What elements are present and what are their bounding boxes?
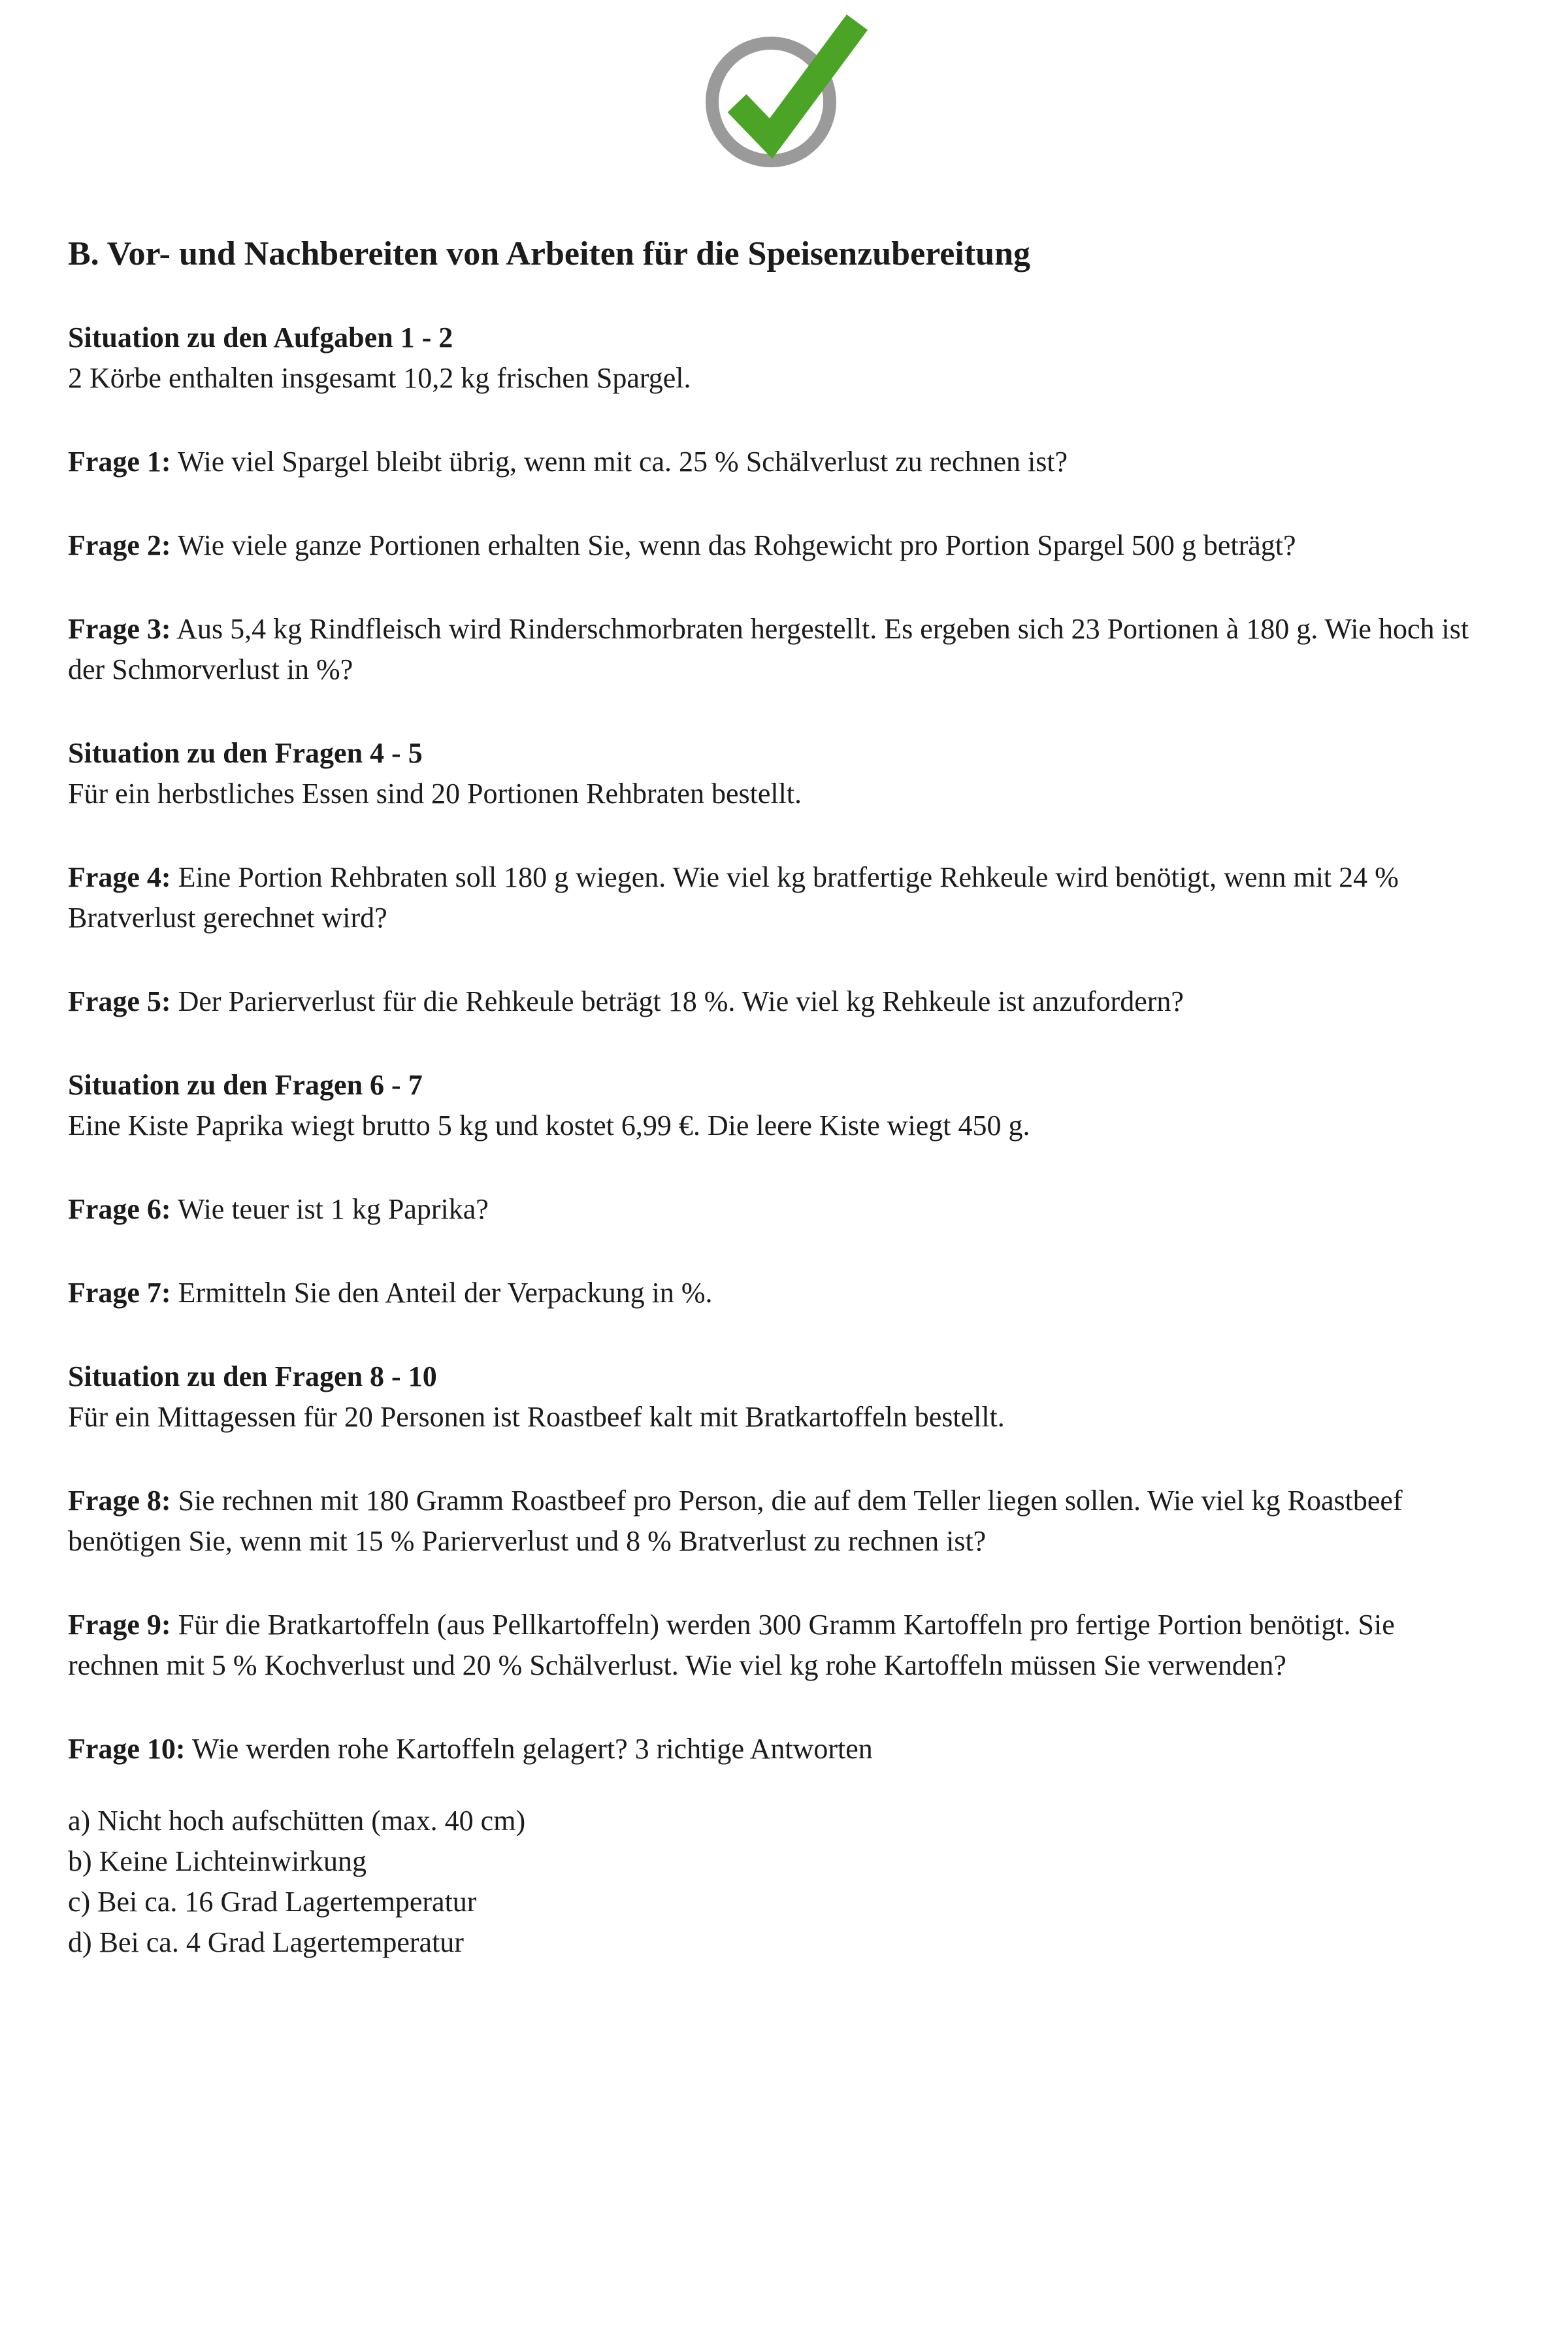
question-text: Sie rechnen mit 180 Gramm Roastbeef pro Person, die auf dem Teller liegen sollen. Wie viel kg Roastbeef benötigen Sie, wenn mit 15 % Parierverlust und 8 % Bratverlust zu rechnen ist? [68,1485,1403,1557]
question-frage-2 [68,525,1479,566]
question-text: Aus 5,4 kg Rindfleisch wird Rinderschmorbraten hergestellt. Es ergeben sich 23 Portionen à 180 g. Wie hoch ist der Schmorverlust in %? [68,613,1469,685]
question-label: Frage 5: [68,985,171,1017]
situation-text: Für ein herbstliches Essen sind 20 Portionen Rehbraten bestellt. [68,778,802,810]
situation-text: Für ein Mittagessen für 20 Personen ist Roastbeef kalt mit Bratkartoffeln bestellt. [68,1401,1005,1433]
question-text: Wie viel Spargel bleibt übrig, wenn mit ca. 25 % Schälverlust zu rechnen ist? [177,446,1068,478]
answer-option-a: a) Nicht hoch aufschütten (max. 40 cm) [68,1805,526,1837]
question-label: Frage 1: [68,446,171,478]
question-text: Wie werden rohe Kartoffeln gelagert? 3 richtige Antworten [191,1733,873,1765]
question-frage-5 [68,981,1479,1022]
question-label: Frage 9: [68,1609,171,1641]
question-label: Frage 3: [68,613,171,645]
answer-options-list [68,1801,1479,2015]
question-text: Wie viele ganze Portionen erhalten Sie, wenn das Rohgewicht pro Portion Spargel 500 g beträgt? [177,529,1296,561]
document-body [0,234,1558,2015]
page-title: B. Vor- und Nachbereiten von Arbeiten für die Speisenzubereitung [68,235,1030,272]
question-frage-1 [68,442,1479,482]
answer-option-c: c) Bei ca. 16 Grad Lagertemperatur [68,1886,477,1918]
question-frage-4 [68,857,1479,938]
situation-heading: Situation zu den Aufgaben 1 - 2 [68,321,453,353]
question-label: Frage 6: [68,1193,171,1225]
question-frage-8 [68,1481,1479,1562]
situation-heading: Situation zu den Fragen 6 - 7 [68,1069,423,1101]
answer-option-d: d) Bei ca. 4 Grad Lagertemperatur [68,1926,464,1958]
question-text: Wie teuer ist 1 kg Paprika? [177,1193,489,1225]
situation-aufgaben-1-2 [68,318,1479,399]
situation-heading: Situation zu den Fragen 8 - 10 [68,1360,437,1392]
question-label: Frage 10: [68,1733,186,1765]
question-label: Frage 4: [68,861,171,893]
situation-fragen-6-7 [68,1065,1479,1146]
answer-option-b: b) Keine Lichteinwirkung [68,1845,367,1877]
question-frage-9 [68,1605,1479,1686]
question-frage-10 [68,1729,1479,1769]
question-text: Eine Portion Rehbraten soll 180 g wiegen. Wie viel kg bratfertige Rehkeule wird benötigt, wenn mit 24 % Bratverlust gerechnet wird? [68,861,1399,934]
question-frage-6 [68,1189,1479,1230]
logo-container [0,0,1568,174]
question-frage-7 [68,1273,1479,1313]
question-text: Der Parierverlust für die Rehkeule beträgt 18 %. Wie viel kg Rehkeule ist anzufordern? [178,985,1184,1017]
situation-fragen-4-5 [68,733,1479,814]
question-text: Für die Bratkartoffeln (aus Pellkartoffeln) werden 300 Gramm Kartoffeln pro fertige Portion benötigt. Sie rechnen mit 5 % Kochverlust und 20 % Schälverlust. Wie viel kg rohe Kartoffeln müssen Sie verwenden? [68,1609,1395,1681]
question-text: Ermitteln Sie den Anteil der Verpackung in %. [178,1277,713,1309]
situation-text: Eine Kiste Paprika wiegt brutto 5 kg und kostet 6,99 €. Die leere Kiste wiegt 450 g. [68,1109,1030,1141]
situation-heading: Situation zu den Fragen 4 - 5 [68,737,423,769]
question-frage-3 [68,609,1479,690]
situation-text: 2 Körbe enthalten insgesamt 10,2 kg frischen Spargel. [68,362,691,394]
question-label: Frage 7: [68,1277,171,1309]
checkmark-logo-icon [699,10,869,174]
question-label: Frage 2: [68,529,171,561]
situation-fragen-8-10 [68,1356,1479,1437]
question-label: Frage 8: [68,1485,171,1517]
